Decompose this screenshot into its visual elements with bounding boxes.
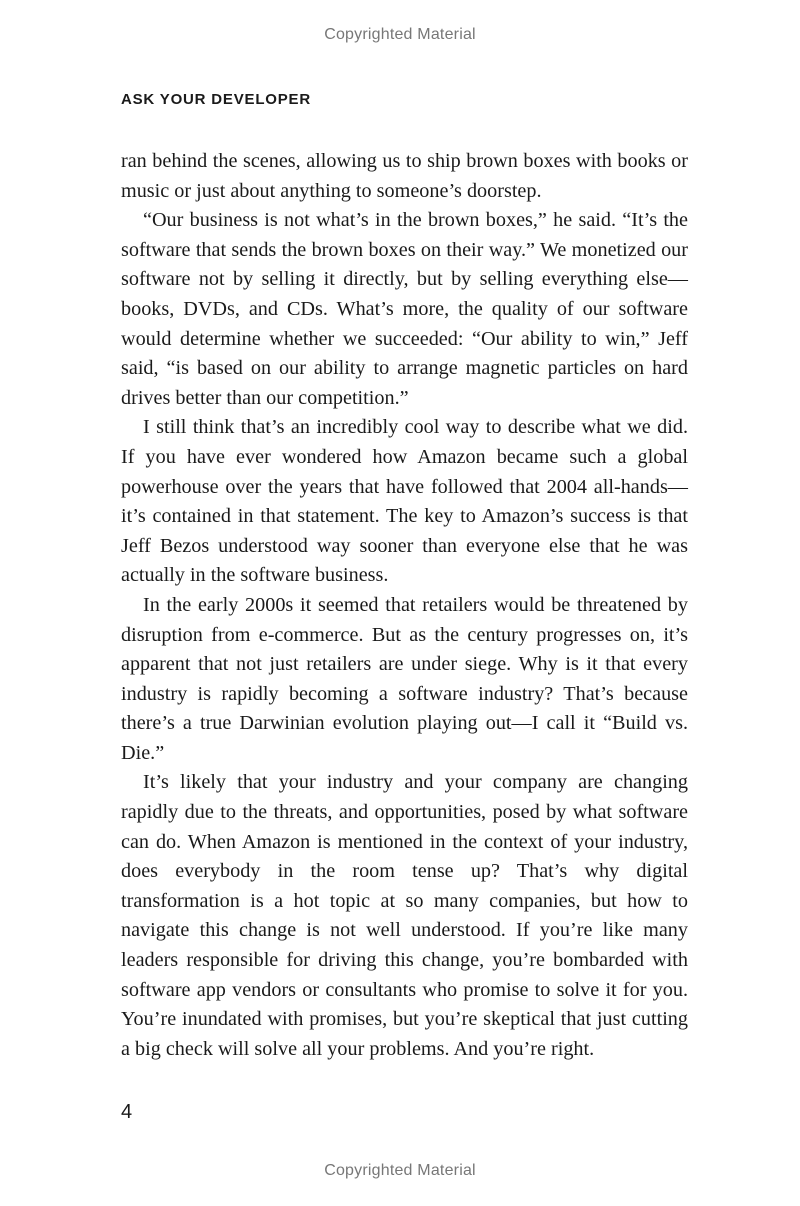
body-text bbox=[121, 147, 688, 1064]
copyright-watermark-top: Copyrighted Material bbox=[324, 26, 476, 43]
paragraph-3: I still think that’s an incredibly cool way to describe what we did. If you have ever wondered how Amazon became such a global powerhouse over the years that have followed that 2004 all-hands— it’s contained in that statement. The key to Amazon’s success is that Jeff Bezos understood way sooner than everyone else that he was actually in the software business. bbox=[121, 416, 688, 587]
running-head: ASK YOUR DEVELOPER bbox=[121, 91, 311, 108]
paragraph-4: In the early 2000s it seemed that retailers would be threatened by disruption from e-commerce. But as the century progresses on, it’s apparent that not just retailers are under siege. Why is it that every industry is rapidly becoming a software industry? That’s because there’s a true Darwinian evolution playing out—I call it “Build vs. Die.” bbox=[121, 593, 688, 764]
paragraph-2: “Our business is not what’s in the brown boxes,” he said. “It’s the software that sends the brown boxes on their way.” We monetized our software not by selling it directly, but by selling everything else—books, DVDs, and CDs. What’s more, the quality of our software would determine whether we succeeded: “Our ability to win,” Jeff said, “is based on our ability to arrange magnetic particles on hard drives better than our competition.” bbox=[121, 209, 688, 409]
page-number: 4 bbox=[121, 1101, 133, 1123]
paragraph-5: It’s likely that your industry and your company are changing rapidly due to the threats, and opportunities, posed by what software can do. When Amazon is mentioned in the context of your industry, does everybody in the room tense up? That’s why digital transformation is a hot topic at so many companies, but how to navigate this change is not well understood. If you’re like many leaders responsible for driving this change, you’re bombarded with software app vendors or consultants who promise to solve it for you. You’re inundated with promises, but you’re skeptical that just cutting a big check will solve all your problems. And you’re right. bbox=[121, 771, 688, 1060]
copyright-watermark-bottom: Copyrighted Material bbox=[324, 1162, 476, 1179]
paragraph-1: ran behind the scenes, allowing us to ship brown boxes with books or music or just about anything to someone’s doorstep. bbox=[121, 150, 688, 202]
